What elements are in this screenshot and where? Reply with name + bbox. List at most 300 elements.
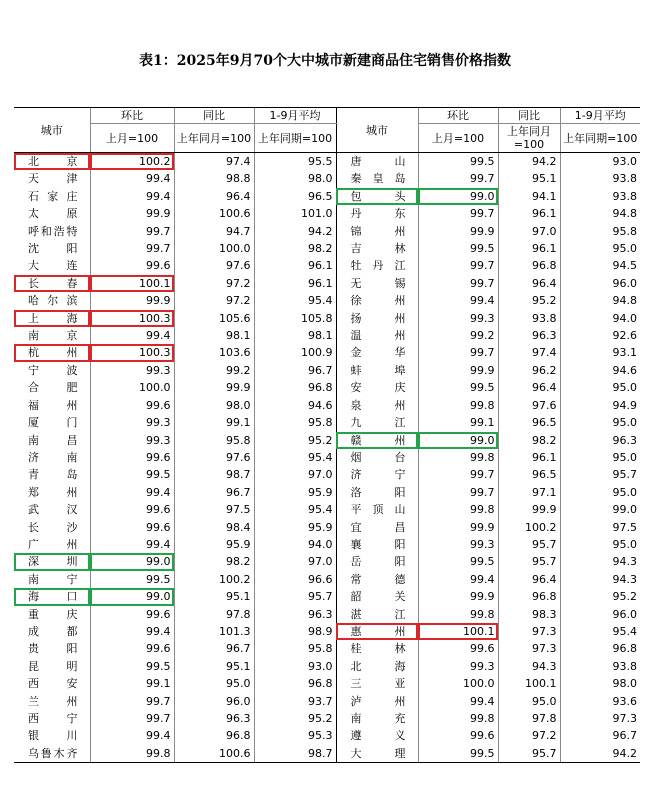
- table-row: [14, 466, 640, 483]
- cell-avg-left: 96.3: [254, 606, 336, 623]
- cell-avg-left: 95.4: [254, 292, 336, 309]
- cell-yoy-right: 99.9: [498, 501, 560, 518]
- cell-city-left: 合肥: [28, 381, 78, 395]
- cell-city-left: 银川: [28, 729, 78, 743]
- cell-yoy-left: 96.0: [174, 693, 254, 710]
- cell-mom-right: 99.4: [418, 693, 498, 710]
- cell-mom-right: 99.5: [418, 379, 498, 396]
- cell-avg-right: 93.1: [560, 344, 640, 361]
- cell-city-right: 包头: [336, 188, 418, 205]
- cell-city-right: 泉州: [336, 397, 418, 414]
- cell-avg-left: 96.5: [254, 188, 336, 205]
- cell-yoy-left: 95.1: [174, 658, 254, 675]
- cell-avg-right: 94.8: [560, 205, 640, 222]
- cell-mom-right: 99.7: [418, 484, 498, 501]
- table-row: [14, 501, 640, 518]
- cell-avg-left: 95.2: [254, 710, 336, 727]
- cell-avg-right: 96.0: [560, 606, 640, 623]
- cell-yoy-left: 98.7: [174, 466, 254, 483]
- table-row: [14, 623, 640, 640]
- cell-city-right: 济宁: [336, 466, 418, 483]
- cell-yoy-right: 100.1: [498, 675, 560, 692]
- cell-avg-left: 95.3: [254, 727, 336, 744]
- cell-yoy-right: 97.0: [498, 223, 560, 240]
- cell-mom-right: 99.9: [418, 588, 498, 605]
- cell-avg-right: 95.0: [560, 484, 640, 501]
- cell-yoy-right: 96.5: [498, 466, 560, 483]
- header-city-left: 城市: [14, 108, 90, 153]
- cell-city-right: 湛江: [336, 606, 418, 623]
- cell-city-right: 牡丹江: [336, 257, 418, 274]
- cell-avg-right: 98.0: [560, 675, 640, 692]
- cell-yoy-left: 99.9: [174, 379, 254, 396]
- cell-yoy-left: 95.1: [174, 588, 254, 605]
- cell-yoy-left: 95.9: [174, 536, 254, 553]
- cell-city-right: 平顶山: [336, 501, 418, 518]
- cell-avg-right: 94.3: [560, 571, 640, 588]
- cell-yoy-right: 97.4: [498, 344, 560, 361]
- cell-yoy-left: 98.8: [174, 170, 254, 187]
- cell-avg-left: 100.9: [254, 344, 336, 361]
- cell-avg-left: 98.0: [254, 170, 336, 187]
- cell-yoy-left: 105.6: [174, 310, 254, 327]
- cell-mom-left: 99.7: [90, 240, 174, 257]
- header-mom-base-left: 上月=100: [90, 124, 174, 153]
- cell-mom-right: 99.4: [418, 292, 498, 309]
- cell-yoy-left: 100.2: [174, 571, 254, 588]
- cell-avg-left: 98.2: [254, 240, 336, 257]
- cell-city-right: 金华: [336, 344, 418, 361]
- header-mom-left: 环比: [90, 108, 174, 124]
- cell-yoy-right: 96.3: [498, 327, 560, 344]
- cell-avg-right: 93.6: [560, 693, 640, 710]
- table-row: [14, 257, 640, 274]
- cell-yoy-left: 100.0: [174, 240, 254, 257]
- cell-mom-left: 99.5: [90, 571, 174, 588]
- cell-yoy-right: 97.2: [498, 727, 560, 744]
- cell-avg-left: 93.0: [254, 658, 336, 675]
- table-row: [14, 640, 640, 657]
- cell-avg-left: 98.7: [254, 745, 336, 763]
- cell-yoy-right: 96.8: [498, 588, 560, 605]
- table-row: [14, 606, 640, 623]
- cell-mom-right: 99.8: [418, 501, 498, 518]
- cell-avg-right: 95.0: [560, 449, 640, 466]
- cell-city-left: 武汉: [28, 503, 78, 517]
- table-row: [14, 170, 640, 187]
- cell-city-left: 乌鲁木齐: [14, 745, 90, 763]
- table-row: [14, 571, 640, 588]
- cell-city-left: 济南: [28, 450, 78, 464]
- cell-avg-left: 96.8: [254, 379, 336, 396]
- cell-city-right: 桂林: [336, 640, 418, 657]
- table-row: [14, 553, 640, 570]
- cell-yoy-left: 100.6: [174, 205, 254, 222]
- cell-avg-left: 95.5: [254, 153, 336, 171]
- cell-mom-right: 99.5: [418, 240, 498, 257]
- cell-yoy-right: 96.4: [498, 379, 560, 396]
- cell-city-right: 大理: [336, 745, 418, 763]
- table-row: [14, 292, 640, 309]
- cell-avg-right: 93.0: [560, 153, 640, 171]
- cell-avg-left: 98.1: [254, 327, 336, 344]
- cell-city-right: 蚌埠: [336, 362, 418, 379]
- cell-avg-right: 95.4: [560, 623, 640, 640]
- cell-city-right: 九江: [336, 414, 418, 431]
- cell-mom-right: 99.3: [418, 658, 498, 675]
- cell-mom-right: 99.1: [418, 414, 498, 431]
- cell-mom-right: 99.2: [418, 327, 498, 344]
- cell-city-right: 无锡: [336, 275, 418, 292]
- cell-avg-left: 97.0: [254, 553, 336, 570]
- cell-yoy-right: 97.3: [498, 623, 560, 640]
- cell-yoy-left: 97.2: [174, 275, 254, 292]
- cell-city-left: 长春: [14, 275, 90, 292]
- cell-mom-left: 99.6: [90, 501, 174, 518]
- cell-mom-right: 99.7: [418, 466, 498, 483]
- cell-mom-right: 100.1: [418, 623, 498, 640]
- cell-avg-left: 94.2: [254, 223, 336, 240]
- cell-mom-left: 100.3: [90, 344, 174, 361]
- cell-city-left: 郑州: [28, 485, 78, 499]
- cell-yoy-right: 96.8: [498, 257, 560, 274]
- cell-city-left: 青岛: [28, 468, 78, 482]
- cell-yoy-left: 98.2: [174, 553, 254, 570]
- cell-city-left: 上海: [14, 310, 90, 327]
- cell-yoy-left: 96.3: [174, 710, 254, 727]
- cell-yoy-right: 96.5: [498, 414, 560, 431]
- cell-mom-left: 99.4: [90, 484, 174, 501]
- cell-city-left: 深圳: [14, 553, 90, 570]
- table-row: [14, 205, 640, 222]
- cell-avg-left: 96.1: [254, 275, 336, 292]
- cell-city-right: 泸州: [336, 693, 418, 710]
- cell-avg-right: 96.3: [560, 432, 640, 449]
- cell-yoy-left: 97.5: [174, 501, 254, 518]
- table-row: [14, 275, 640, 292]
- cell-yoy-left: 97.8: [174, 606, 254, 623]
- table-row: [14, 519, 640, 536]
- cell-avg-right: 94.2: [560, 745, 640, 763]
- cell-yoy-left: 99.2: [174, 362, 254, 379]
- cell-mom-left: 99.6: [90, 640, 174, 657]
- table-row: [14, 414, 640, 431]
- cell-city-right: 惠州: [336, 623, 418, 640]
- cell-mom-left: 99.6: [90, 606, 174, 623]
- cell-city-left: 石家庄: [28, 189, 78, 203]
- cell-yoy-left: 98.1: [174, 327, 254, 344]
- header-yoy-base-right: 上年同月=100: [498, 124, 560, 153]
- cell-avg-left: 96.7: [254, 362, 336, 379]
- cell-yoy-right: 95.7: [498, 536, 560, 553]
- cell-city-right: 常德: [336, 571, 418, 588]
- cell-avg-right: 95.0: [560, 536, 640, 553]
- cell-city-left: 厦门: [28, 416, 78, 430]
- cell-yoy-left: 95.8: [174, 432, 254, 449]
- cell-yoy-left: 103.6: [174, 344, 254, 361]
- cell-yoy-right: 96.4: [498, 571, 560, 588]
- cell-mom-left: 99.5: [90, 466, 174, 483]
- cell-mom-left: 99.4: [90, 536, 174, 553]
- cell-avg-right: 99.0: [560, 501, 640, 518]
- cell-mom-left: 99.0: [90, 553, 174, 570]
- cell-avg-left: 96.6: [254, 571, 336, 588]
- cell-avg-left: 98.9: [254, 623, 336, 640]
- cell-city-right: 三亚: [336, 675, 418, 692]
- table-title: 表1：2025年9月70个大中城市新建商品住宅销售价格指数: [139, 53, 511, 69]
- cell-yoy-right: 98.3: [498, 606, 560, 623]
- cell-yoy-right: 96.2: [498, 362, 560, 379]
- cell-yoy-right: 96.4: [498, 275, 560, 292]
- cell-mom-left: 99.1: [90, 675, 174, 692]
- cell-city-left: 宁波: [28, 363, 78, 377]
- cell-yoy-right: 97.6: [498, 397, 560, 414]
- cell-yoy-left: 101.3: [174, 623, 254, 640]
- cell-mom-right: 99.5: [418, 553, 498, 570]
- cell-avg-left: 95.9: [254, 519, 336, 536]
- cell-city-right: 南充: [336, 710, 418, 727]
- cell-yoy-right: 97.1: [498, 484, 560, 501]
- cell-yoy-left: 99.1: [174, 414, 254, 431]
- cell-city-right: 岳阳: [336, 553, 418, 570]
- cell-mom-left: 99.7: [90, 223, 174, 240]
- cell-mom-left: 99.4: [90, 327, 174, 344]
- cell-yoy-right: 95.1: [498, 170, 560, 187]
- cell-avg-right: 94.5: [560, 257, 640, 274]
- cell-avg-left: 96.8: [254, 675, 336, 692]
- cell-city-right: 温州: [336, 327, 418, 344]
- table-row: [14, 727, 640, 744]
- cell-yoy-right: 93.8: [498, 310, 560, 327]
- cell-city-left: 广州: [28, 537, 78, 551]
- cell-mom-right: 99.9: [418, 362, 498, 379]
- cell-mom-left: 99.3: [90, 362, 174, 379]
- cell-mom-right: 99.7: [418, 257, 498, 274]
- cell-avg-right: 95.0: [560, 414, 640, 431]
- cell-mom-left: 100.0: [90, 379, 174, 396]
- table-row: [14, 693, 640, 710]
- cell-city-right: 韶关: [336, 588, 418, 605]
- cell-avg-left: 97.0: [254, 466, 336, 483]
- cell-avg-left: 94.6: [254, 397, 336, 414]
- cell-yoy-left: 97.6: [174, 257, 254, 274]
- cell-avg-left: 94.0: [254, 536, 336, 553]
- cell-city-right: 襄阳: [336, 536, 418, 553]
- cell-mom-right: 99.8: [418, 710, 498, 727]
- cell-avg-left: 95.2: [254, 432, 336, 449]
- table-row: [14, 658, 640, 675]
- cell-city-right: 宜昌: [336, 519, 418, 536]
- table-header: [14, 108, 640, 153]
- cell-city-left: 杭州: [14, 344, 90, 361]
- table-row: [14, 588, 640, 605]
- table-row: [14, 240, 640, 257]
- header-yoy-left: 同比: [174, 108, 254, 124]
- cell-city-left: 长沙: [28, 520, 78, 534]
- cell-city-right: 遵义: [336, 727, 418, 744]
- cell-avg-left: 93.7: [254, 693, 336, 710]
- cell-yoy-right: 95.7: [498, 745, 560, 763]
- cell-avg-left: 95.8: [254, 414, 336, 431]
- cell-avg-right: 92.6: [560, 327, 640, 344]
- cell-mom-left: 99.9: [90, 205, 174, 222]
- cell-mom-left: 99.9: [90, 292, 174, 309]
- cell-yoy-left: 97.2: [174, 292, 254, 309]
- cell-city-left: 昆明: [28, 659, 78, 673]
- cell-avg-left: 95.4: [254, 501, 336, 518]
- table-row: [14, 327, 640, 344]
- cell-yoy-right: 96.1: [498, 449, 560, 466]
- cell-avg-right: 95.8: [560, 223, 640, 240]
- table-row: [14, 188, 640, 205]
- header-mom-right: 环比: [418, 108, 498, 124]
- cell-yoy-left: 97.6: [174, 449, 254, 466]
- cell-yoy-left: 96.4: [174, 188, 254, 205]
- cell-city-left: 天津: [28, 172, 78, 186]
- cell-city-right: 北海: [336, 658, 418, 675]
- cell-yoy-right: 95.7: [498, 553, 560, 570]
- cell-city-right: 洛阳: [336, 484, 418, 501]
- table-row: [14, 536, 640, 553]
- cell-yoy-left: 100.6: [174, 745, 254, 763]
- cell-city-left: 贵阳: [28, 642, 78, 656]
- cell-city-left: 呼和浩特: [28, 224, 78, 238]
- cell-avg-right: 95.0: [560, 379, 640, 396]
- cell-avg-right: 97.5: [560, 519, 640, 536]
- cell-avg-right: 95.7: [560, 466, 640, 483]
- cell-mom-right: 99.7: [418, 275, 498, 292]
- cell-city-right: 赣州: [336, 432, 418, 449]
- cell-avg-right: 96.8: [560, 640, 640, 657]
- cell-yoy-right: 95.2: [498, 292, 560, 309]
- table-row: [14, 223, 640, 240]
- cell-yoy-left: 96.8: [174, 727, 254, 744]
- header-city-right: 城市: [336, 108, 418, 153]
- table-row: [14, 397, 640, 414]
- cell-city-right: 锦州: [336, 223, 418, 240]
- cell-mom-left: 100.2: [90, 153, 174, 171]
- cell-city-left: 福州: [28, 398, 78, 412]
- cell-city-left: 太原: [28, 207, 78, 221]
- cell-yoy-right: 98.2: [498, 432, 560, 449]
- header-avg-base-left: 上年同期=100: [254, 124, 336, 153]
- header-mom-base-right: 上月=100: [418, 124, 498, 153]
- cell-avg-left: 101.0: [254, 205, 336, 222]
- cell-mom-right: 99.3: [418, 536, 498, 553]
- cell-avg-right: 97.3: [560, 710, 640, 727]
- cell-mom-right: 99.6: [418, 640, 498, 657]
- cell-mom-left: 99.3: [90, 414, 174, 431]
- cell-mom-left: 99.0: [90, 588, 174, 605]
- cell-avg-right: 94.6: [560, 362, 640, 379]
- cell-yoy-left: 97.4: [174, 153, 254, 171]
- cell-yoy-right: 96.1: [498, 240, 560, 257]
- header-yoy-right: 同比: [498, 108, 560, 124]
- cell-city-left: 沈阳: [28, 242, 78, 256]
- cell-mom-right: 99.6: [418, 727, 498, 744]
- cell-mom-left: 99.7: [90, 710, 174, 727]
- cell-mom-left: 99.6: [90, 257, 174, 274]
- cell-mom-right: 99.7: [418, 205, 498, 222]
- cell-yoy-left: 96.7: [174, 484, 254, 501]
- table-row: [14, 745, 640, 763]
- header-avg-right: 1-9月平均: [560, 108, 640, 124]
- cell-avg-left: 95.4: [254, 449, 336, 466]
- cell-mom-right: 99.5: [418, 153, 498, 171]
- cell-yoy-left: 94.7: [174, 223, 254, 240]
- cell-yoy-right: 97.8: [498, 710, 560, 727]
- table-row: [14, 310, 640, 327]
- cell-city-right: 吉林: [336, 240, 418, 257]
- table-body: [14, 153, 640, 763]
- cell-mom-right: 99.7: [418, 170, 498, 187]
- cell-mom-left: 99.6: [90, 519, 174, 536]
- cell-yoy-left: 98.0: [174, 397, 254, 414]
- cell-city-left: 南京: [28, 329, 78, 343]
- cell-avg-right: 94.9: [560, 397, 640, 414]
- header-avg-left: 1-9月平均: [254, 108, 336, 124]
- table-row: [14, 432, 640, 449]
- cell-yoy-left: 96.7: [174, 640, 254, 657]
- cell-avg-right: 95.2: [560, 588, 640, 605]
- cell-mom-right: 99.8: [418, 449, 498, 466]
- cell-mom-right: 100.0: [418, 675, 498, 692]
- cell-mom-left: 99.5: [90, 658, 174, 675]
- cell-mom-left: 99.4: [90, 623, 174, 640]
- header-yoy-base-left: 上年同月=100: [174, 124, 254, 153]
- cell-city-left: 西安: [28, 677, 78, 691]
- cell-city-left: 北京: [14, 153, 90, 171]
- cell-city-right: 安庆: [336, 379, 418, 396]
- cell-yoy-right: 96.1: [498, 205, 560, 222]
- cell-yoy-right: 94.3: [498, 658, 560, 675]
- cell-avg-right: 96.7: [560, 727, 640, 744]
- cell-mom-right: 99.9: [418, 223, 498, 240]
- cell-mom-right: 99.5: [418, 745, 498, 763]
- cell-yoy-right: 95.0: [498, 693, 560, 710]
- cell-mom-right: 99.4: [418, 571, 498, 588]
- cell-yoy-left: 98.4: [174, 519, 254, 536]
- cell-avg-right: 94.0: [560, 310, 640, 327]
- cell-mom-left: 99.4: [90, 727, 174, 744]
- cell-avg-left: 96.1: [254, 257, 336, 274]
- cell-avg-left: 95.8: [254, 640, 336, 657]
- cell-yoy-right: 97.3: [498, 640, 560, 657]
- cell-city-left: 重庆: [28, 607, 78, 621]
- cell-mom-right: 99.8: [418, 397, 498, 414]
- cell-avg-left: 105.8: [254, 310, 336, 327]
- cell-avg-right: 93.8: [560, 658, 640, 675]
- cell-mom-left: 100.3: [90, 310, 174, 327]
- cell-avg-left: 95.9: [254, 484, 336, 501]
- cell-city-left: 兰州: [28, 694, 78, 708]
- cell-city-left: 哈尔滨: [28, 294, 78, 308]
- cell-avg-right: 93.8: [560, 188, 640, 205]
- cell-city-left: 海口: [14, 588, 90, 605]
- cell-avg-right: 94.8: [560, 292, 640, 309]
- cell-mom-left: 99.4: [90, 188, 174, 205]
- cell-yoy-right: 94.1: [498, 188, 560, 205]
- cell-city-right: 徐州: [336, 292, 418, 309]
- cell-mom-left: 99.6: [90, 397, 174, 414]
- cell-mom-right: 99.8: [418, 606, 498, 623]
- table-row: [14, 344, 640, 361]
- cell-mom-left: 99.7: [90, 693, 174, 710]
- cell-city-right: 唐山: [336, 153, 418, 171]
- cell-avg-left: 95.7: [254, 588, 336, 605]
- cell-avg-right: 95.0: [560, 240, 640, 257]
- cell-yoy-left: 95.0: [174, 675, 254, 692]
